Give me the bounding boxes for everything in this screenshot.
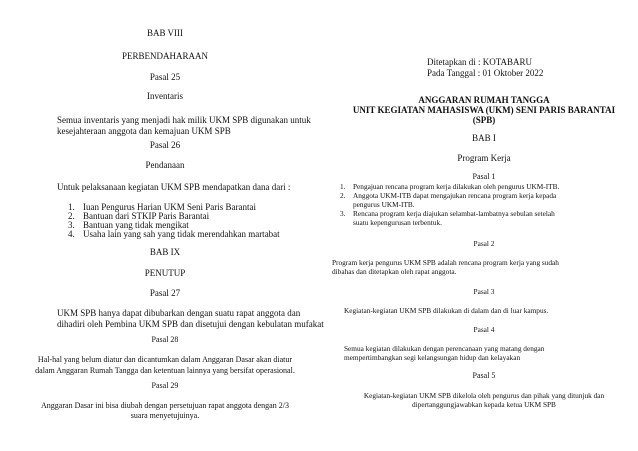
article-heading: Pasal 28 <box>151 335 179 344</box>
paragraph-line: mempertimbangkan segi kelangsungan hidup dan kelayakan <box>344 353 521 362</box>
chapter-heading: BAB IX <box>149 247 181 257</box>
chapter-title: Program Kerja <box>457 153 511 163</box>
article-heading: Pasal 25 <box>149 72 181 82</box>
document-subtitle: UNIT KEGIATAN MAHASISWA (UKM) SENI PARIS BARANTAI <box>352 105 616 115</box>
list-item-continuation: pengurus UKM-ITB. <box>353 200 415 209</box>
list-item: 4. Usaha lain yang sah yang tidak merendahkan martabat <box>68 229 280 239</box>
article-heading: Pasal 27 <box>149 288 181 298</box>
article-heading: Pasal 5 <box>472 371 496 380</box>
article-heading: Pasal 26 <box>149 140 181 150</box>
paragraph-line: Kegiatan-kegiatan UKM SPB dilakukan di dalam dan di luar kampus. <box>344 306 549 315</box>
article-title: Inventaris <box>147 91 183 101</box>
paragraph-line: UKM SPB hanya dapat dibubarkan dengan suatu rapat anggota dan <box>57 308 301 318</box>
list-item: 2. Anggota UKM-ITB dapat mengajukan rencana program kerja kepada <box>340 191 557 200</box>
paragraph-line: Untuk pelaksanaan kegiatan UKM SPB mendapatkan dana dari : <box>57 182 291 192</box>
list-item: 3. Rencana program kerja diajukan selambat-lambatnya sebulan setelah <box>340 209 555 218</box>
list-item-continuation: suatu kepengurusan terbentuk. <box>353 218 442 227</box>
enactment-place: Ditetapkan di : KOTABARU <box>427 57 533 67</box>
article-title: Pendanaan <box>145 160 185 170</box>
list-item: 1. Pengajuan rencana program kerja dilakukan oleh pengurus UKM-ITB. <box>340 182 560 191</box>
list-item: 1. Iuan Pengurus Harian UKM Seni Paris Barantai <box>68 202 256 212</box>
paragraph-line: suara menyetujuinya. <box>130 411 200 420</box>
article-heading: Pasal 2 <box>473 239 495 248</box>
chapter-heading: BAB I <box>472 133 496 143</box>
paragraph-line: dihadiri oleh Pembina UKM SPB dan disetujui dengan kebulatan mufakat <box>57 319 324 329</box>
paragraph-line: dibahas dan ditetapkan oleh rapat anggota. <box>332 267 457 276</box>
enactment-date: Pada Tanggal : 01 Oktober 2022 <box>427 68 544 78</box>
paragraph-line: Semua kegiatan dilakukan dengan perencanaan yang matang dengan <box>344 344 545 353</box>
article-heading: Pasal 29 <box>151 381 179 390</box>
right-page <box>330 0 638 451</box>
chapter-heading: BAB VIII <box>146 28 184 38</box>
article-heading: Pasal 4 <box>473 325 495 334</box>
document-subtitle-abbr: (SPB) <box>472 115 496 125</box>
paragraph-line: Anggaran Dasar ini bisa diubah dengan persetujuan rapat anggota dengan 2/3 <box>41 401 289 410</box>
article-heading: Pasal 1 <box>472 172 496 181</box>
paragraph-line: dalam Anggaran Rumah Tangga dan ketentuan lainnya yang bersifat operasional. <box>35 366 295 375</box>
paragraph-line: Hal-hal yang belum diatur dan dicantumkan dalam Anggaran Dasar akan diatur <box>37 355 293 364</box>
paragraph-line: Semua inventaris yang menjadi hak milik UKM SPB digunakan untuk <box>57 115 311 125</box>
chapter-title: PENUTUP <box>144 268 186 278</box>
paragraph-line: dipertanggungjawabkan kepada ketua UKM SPB <box>412 400 556 409</box>
article-heading: Pasal 3 <box>473 287 495 296</box>
paragraph-line: kesejahteraan anggota dan kemajuan UKM SPB <box>57 126 231 136</box>
chapter-title: PERBENDAHARAAN <box>121 51 208 61</box>
document-title: ANGGARAN RUMAH TANGGA <box>418 95 550 105</box>
list-item: 3. Bantuan yang tidak mengikat <box>68 220 189 230</box>
list-item: 2. Bantuan dari STKIP Paris Barantai <box>68 211 210 221</box>
paragraph-line: Kegiatan-kegiatan UKM SPB dikelola oleh pengurus dan pihak yang ditunjuk dan <box>363 391 605 400</box>
paragraph-line: Program kerja pengurus UKM SPB adalah rencana program kerja yang sudah <box>332 258 559 267</box>
